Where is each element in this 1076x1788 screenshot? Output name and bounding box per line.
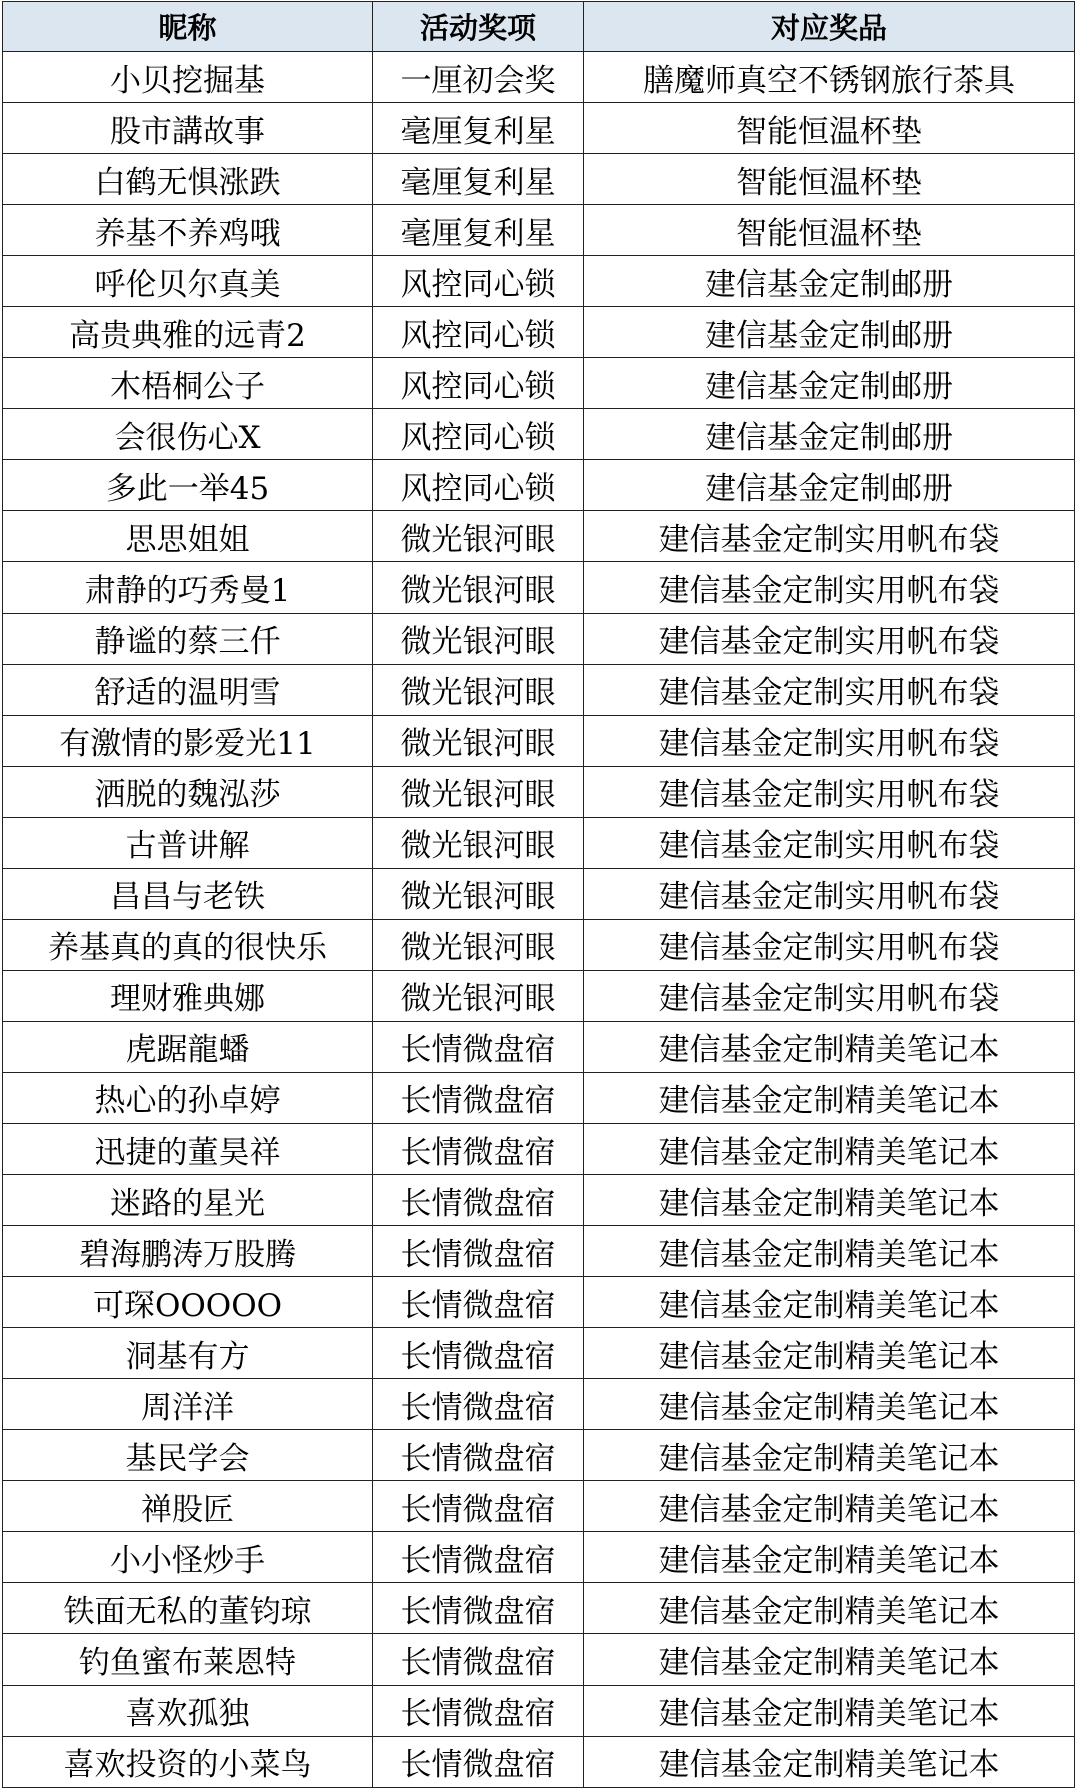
table-row bbox=[3, 919, 1075, 970]
prize-cell: 建信基金定制精美笔记本 bbox=[584, 1123, 1075, 1174]
award-cell: 一厘初会奖 bbox=[373, 52, 584, 103]
nickname-cell: 高贵典雅的远青2 bbox=[3, 307, 373, 358]
award-cell: 毫厘复利星 bbox=[373, 154, 584, 205]
table-row bbox=[3, 562, 1075, 613]
nickname-cell: 理财雅典娜 bbox=[3, 970, 373, 1021]
award-cell: 长情微盘宿 bbox=[373, 1175, 584, 1226]
prize-cell: 智能恒温杯垫 bbox=[584, 205, 1075, 256]
award-cell: 微光银河眼 bbox=[373, 562, 584, 613]
award-cell: 长情微盘宿 bbox=[373, 1277, 584, 1328]
award-cell: 微光银河眼 bbox=[373, 715, 584, 766]
nickname-cell: 洒脱的魏泓莎 bbox=[3, 766, 373, 817]
prize-cell: 建信基金定制实用帆布袋 bbox=[584, 868, 1075, 919]
table-row bbox=[3, 256, 1075, 307]
nickname-cell: 禅股匠 bbox=[3, 1481, 373, 1532]
nickname-cell: 铁面无私的董钧琼 bbox=[3, 1583, 373, 1634]
prize-winners-table bbox=[2, 1, 1075, 1788]
award-cell: 微光银河眼 bbox=[373, 817, 584, 868]
table-row bbox=[3, 103, 1075, 154]
prize-cell: 智能恒温杯垫 bbox=[584, 154, 1075, 205]
award-cell: 长情微盘宿 bbox=[373, 1328, 584, 1379]
nickname-cell: 小贝挖掘基 bbox=[3, 52, 373, 103]
table-row bbox=[3, 154, 1075, 205]
nickname-cell: 热心的孙卓婷 bbox=[3, 1072, 373, 1123]
prize-cell: 建信基金定制实用帆布袋 bbox=[584, 970, 1075, 1021]
nickname-cell: 思思姐姐 bbox=[3, 511, 373, 562]
nickname-cell: 基民学会 bbox=[3, 1430, 373, 1481]
nickname-cell: 养基真的真的很快乐 bbox=[3, 919, 373, 970]
nickname-cell: 舒适的温明雪 bbox=[3, 664, 373, 715]
prize-cell: 建信基金定制实用帆布袋 bbox=[584, 664, 1075, 715]
award-cell: 长情微盘宿 bbox=[373, 1736, 584, 1787]
nickname-cell: 会很伤心X bbox=[3, 409, 373, 460]
table-row bbox=[3, 766, 1075, 817]
prize-cell: 建信基金定制邮册 bbox=[584, 409, 1075, 460]
award-cell: 长情微盘宿 bbox=[373, 1430, 584, 1481]
table-row bbox=[3, 817, 1075, 868]
header-nickname: 昵称 bbox=[3, 2, 373, 52]
award-cell: 毫厘复利星 bbox=[373, 205, 584, 256]
award-cell: 风控同心锁 bbox=[373, 307, 584, 358]
prize-cell: 建信基金定制邮册 bbox=[584, 460, 1075, 511]
award-cell: 长情微盘宿 bbox=[373, 1226, 584, 1277]
award-cell: 长情微盘宿 bbox=[373, 1379, 584, 1430]
nickname-cell: 昌昌与老铁 bbox=[3, 868, 373, 919]
nickname-cell: 木梧桐公子 bbox=[3, 358, 373, 409]
nickname-cell: 肃静的巧秀曼1 bbox=[3, 562, 373, 613]
nickname-cell: 养基不养鸡哦 bbox=[3, 205, 373, 256]
prize-cell: 建信基金定制实用帆布袋 bbox=[584, 817, 1075, 868]
prize-cell: 建信基金定制精美笔记本 bbox=[584, 1379, 1075, 1430]
nickname-cell: 古普讲解 bbox=[3, 817, 373, 868]
table-row bbox=[3, 307, 1075, 358]
table-row bbox=[3, 205, 1075, 256]
nickname-cell: 有激情的影爱光11 bbox=[3, 715, 373, 766]
nickname-cell: 迅捷的董昊祥 bbox=[3, 1123, 373, 1174]
prize-cell: 建信基金定制邮册 bbox=[584, 307, 1075, 358]
award-cell: 微光银河眼 bbox=[373, 919, 584, 970]
prize-cell: 建信基金定制精美笔记本 bbox=[584, 1634, 1075, 1685]
award-cell: 长情微盘宿 bbox=[373, 1021, 584, 1072]
award-cell: 微光银河眼 bbox=[373, 970, 584, 1021]
table-row bbox=[3, 1277, 1075, 1328]
nickname-cell: 呼伦贝尔真美 bbox=[3, 256, 373, 307]
award-cell: 风控同心锁 bbox=[373, 358, 584, 409]
table-row bbox=[3, 1685, 1075, 1736]
prize-cell: 建信基金定制邮册 bbox=[584, 256, 1075, 307]
table-row bbox=[3, 1226, 1075, 1277]
table-row bbox=[3, 409, 1075, 460]
award-cell: 长情微盘宿 bbox=[373, 1685, 584, 1736]
table-row bbox=[3, 970, 1075, 1021]
table-row bbox=[3, 613, 1075, 664]
table-row bbox=[3, 358, 1075, 409]
table-row bbox=[3, 1175, 1075, 1226]
prize-cell: 建信基金定制精美笔记本 bbox=[584, 1532, 1075, 1583]
table-row bbox=[3, 1481, 1075, 1532]
header-row bbox=[3, 2, 1075, 52]
prize-cell: 建信基金定制实用帆布袋 bbox=[584, 613, 1075, 664]
table-row bbox=[3, 1379, 1075, 1430]
prize-cell: 建信基金定制精美笔记本 bbox=[584, 1736, 1075, 1787]
prize-cell: 建信基金定制邮册 bbox=[584, 358, 1075, 409]
prize-cell: 建信基金定制精美笔记本 bbox=[584, 1226, 1075, 1277]
nickname-cell: 小小怪炒手 bbox=[3, 1532, 373, 1583]
prize-cell: 建信基金定制精美笔记本 bbox=[584, 1328, 1075, 1379]
award-cell: 毫厘复利星 bbox=[373, 103, 584, 154]
table-row bbox=[3, 460, 1075, 511]
table-row bbox=[3, 1328, 1075, 1379]
prize-cell: 建信基金定制精美笔记本 bbox=[584, 1481, 1075, 1532]
prize-cell: 建信基金定制实用帆布袋 bbox=[584, 562, 1075, 613]
award-cell: 风控同心锁 bbox=[373, 256, 584, 307]
award-cell: 微光银河眼 bbox=[373, 613, 584, 664]
award-cell: 长情微盘宿 bbox=[373, 1583, 584, 1634]
nickname-cell: 多此一举45 bbox=[3, 460, 373, 511]
nickname-cell: 碧海鹏涛万股腾 bbox=[3, 1226, 373, 1277]
prize-cell: 建信基金定制精美笔记本 bbox=[584, 1072, 1075, 1123]
table-row bbox=[3, 868, 1075, 919]
award-cell: 风控同心锁 bbox=[373, 460, 584, 511]
table-header bbox=[3, 2, 1075, 52]
award-cell: 微光银河眼 bbox=[373, 868, 584, 919]
nickname-cell: 喜欢孤独 bbox=[3, 1685, 373, 1736]
nickname-cell: 静谧的蔡三仟 bbox=[3, 613, 373, 664]
table-body bbox=[3, 52, 1075, 1788]
prize-cell: 建信基金定制精美笔记本 bbox=[584, 1021, 1075, 1072]
nickname-cell: 虎踞龍蟠 bbox=[3, 1021, 373, 1072]
table-row bbox=[3, 715, 1075, 766]
nickname-cell: 股市講故事 bbox=[3, 103, 373, 154]
nickname-cell: 可琛OOOOO bbox=[3, 1277, 373, 1328]
award-cell: 长情微盘宿 bbox=[373, 1634, 584, 1685]
award-cell: 长情微盘宿 bbox=[373, 1072, 584, 1123]
prize-cell: 智能恒温杯垫 bbox=[584, 103, 1075, 154]
award-cell: 微光银河眼 bbox=[373, 511, 584, 562]
prize-cell: 建信基金定制实用帆布袋 bbox=[584, 511, 1075, 562]
prize-cell: 建信基金定制实用帆布袋 bbox=[584, 715, 1075, 766]
award-cell: 长情微盘宿 bbox=[373, 1481, 584, 1532]
prize-cell: 建信基金定制实用帆布袋 bbox=[584, 766, 1075, 817]
table-row bbox=[3, 1021, 1075, 1072]
nickname-cell: 洞基有方 bbox=[3, 1328, 373, 1379]
table-row bbox=[3, 1634, 1075, 1685]
table-row bbox=[3, 1072, 1075, 1123]
award-cell: 长情微盘宿 bbox=[373, 1532, 584, 1583]
header-award: 活动奖项 bbox=[373, 2, 584, 52]
table-row bbox=[3, 1430, 1075, 1481]
prize-cell: 建信基金定制精美笔记本 bbox=[584, 1685, 1075, 1736]
table-row bbox=[3, 664, 1075, 715]
header-prize: 对应奖品 bbox=[584, 2, 1075, 52]
nickname-cell: 周洋洋 bbox=[3, 1379, 373, 1430]
nickname-cell: 钓鱼蜜布莱恩特 bbox=[3, 1634, 373, 1685]
prize-cell: 建信基金定制精美笔记本 bbox=[584, 1430, 1075, 1481]
table-row bbox=[3, 1736, 1075, 1787]
prize-cell: 建信基金定制实用帆布袋 bbox=[584, 919, 1075, 970]
prize-cell: 建信基金定制精美笔记本 bbox=[584, 1175, 1075, 1226]
nickname-cell: 迷路的星光 bbox=[3, 1175, 373, 1226]
table-row bbox=[3, 1583, 1075, 1634]
award-cell: 风控同心锁 bbox=[373, 409, 584, 460]
table-row bbox=[3, 52, 1075, 103]
prize-cell: 膳魔师真空不锈钢旅行茶具 bbox=[584, 52, 1075, 103]
nickname-cell: 白鹤无惧涨跌 bbox=[3, 154, 373, 205]
prize-cell: 建信基金定制精美笔记本 bbox=[584, 1583, 1075, 1634]
award-cell: 微光银河眼 bbox=[373, 664, 584, 715]
table-row bbox=[3, 1532, 1075, 1583]
table-row bbox=[3, 1123, 1075, 1174]
table-row bbox=[3, 511, 1075, 562]
award-cell: 长情微盘宿 bbox=[373, 1123, 584, 1174]
prize-cell: 建信基金定制精美笔记本 bbox=[584, 1277, 1075, 1328]
nickname-cell: 喜欢投资的小菜鸟 bbox=[3, 1736, 373, 1787]
award-cell: 微光银河眼 bbox=[373, 766, 584, 817]
